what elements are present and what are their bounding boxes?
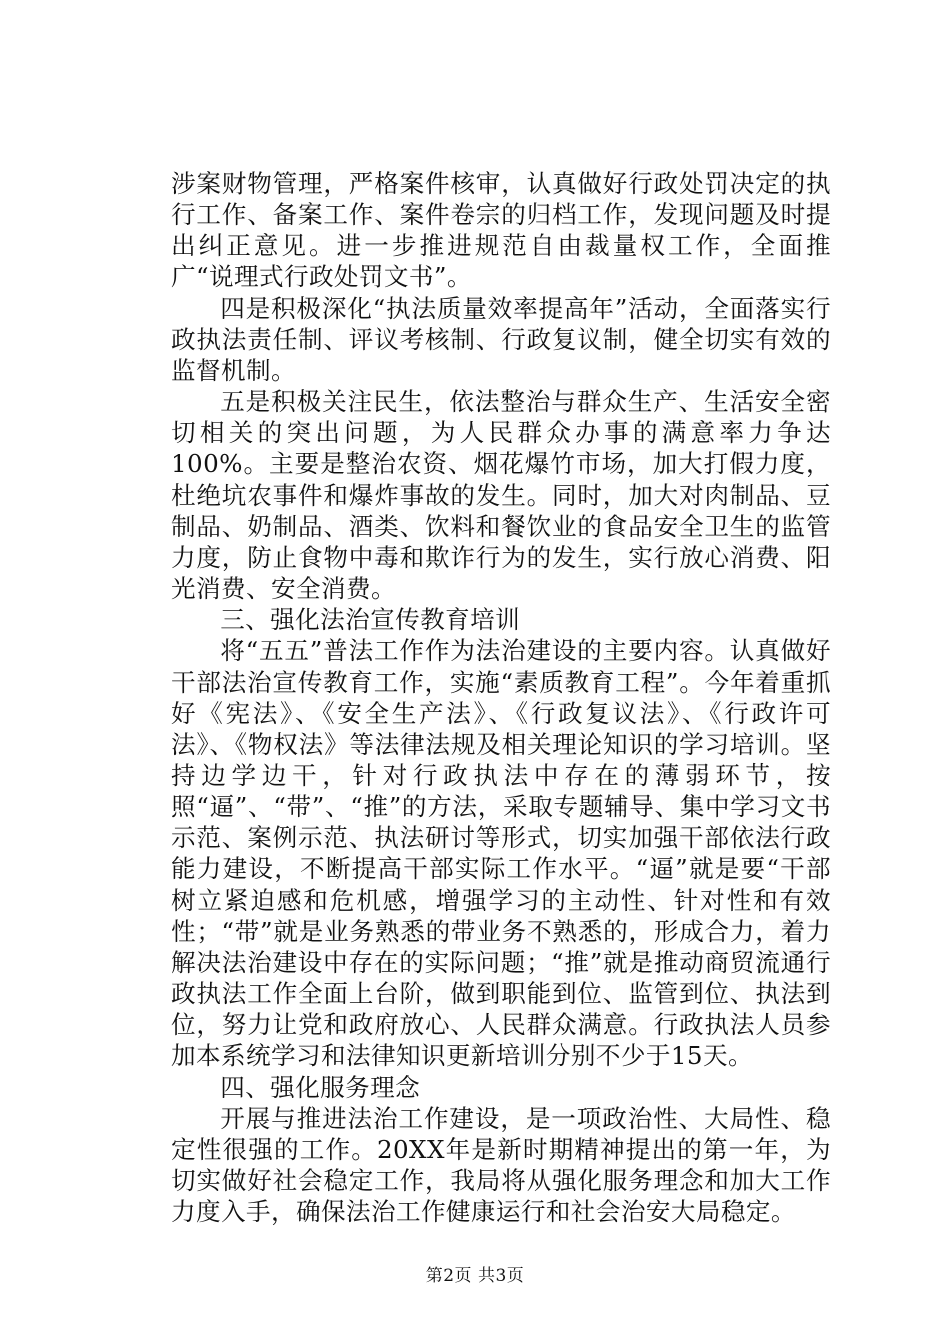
paragraph-item-four: 四是积极深化“执法质量效率提高年”活动，全面落实行政执法责任制、评议考核制、行政复议制，健全切实有效的监督机制。 bbox=[171, 293, 831, 385]
paragraph-service-concept: 开展与推进法治工作建设，是一项政治性、大局性、稳定性很强的工作。20XX年是新时期精神提出的第一年，为切实做好社会稳定工作，我局将从强化服务理念和加大工作力度入手，确保法治工作健康运行和社会治安大局稳定。 bbox=[171, 1103, 831, 1227]
page-footer bbox=[0, 1266, 950, 1286]
section-heading-three: 三、强化法治宣传教育培训 bbox=[220, 605, 521, 635]
paragraph-item-five: 五是积极关注民生，依法整治与群众生产、生活安全密切相关的突出问题，为人民群众办事的满意率力争达100%。主要是整治农资、烟花爆竹市场，加大打假力度，杜绝坑农事件和爆炸事故的发生。同时，加大对肉制品、豆制品、奶制品、酒类、饮料和餐饮业的食品安全卫生的监管力度，防止食物中毒和欺诈行为的发生，实行放心消费、阳光消费、安全消费。 bbox=[171, 387, 831, 604]
page-number-label: 第2页 共3页 bbox=[425, 1266, 525, 1286]
section-heading-four: 四、强化服务理念 bbox=[220, 1072, 421, 1102]
document-body bbox=[171, 168, 831, 1227]
paragraph-legal-education: 将“五五”普法工作作为法治建设的主要内容。认真做好干部法治宣传教育工作，实施“素质教育工程”。今年着重抓好《宪法》、《安全生产法》、《行政复议法》、《行政许可法》、《物权法》等法律法规及相关理论知识的学习培训。坚持边学边干，针对行政执法中存在的薄弱环节，按照“逼”、“带”、“推”的方法，采取专题辅导、集中学习文书示范、案例示范、执法研讨等形式，切实加强干部依法行政能力建设，不断提高干部实际工作水平。“逼”就是要“干部树立紧迫感和危机感，增强学习的主动性、针对性和有效性；“带”就是业务熟悉的带业务不熟悉的，形成合力，着力解决法治建设中存在的实际问题；“推”就是推动商贸流通行政执法工作全面上台阶，做到职能到位、监管到位、执法到位，努力让党和政府放心、人民群众满意。行政执法人员参加本系统学习和法律知识更新培训分别不少于15天。 bbox=[171, 636, 831, 1071]
paragraph-continuation: 涉案财物管理，严格案件核审，认真做好行政处罚决定的执行工作、备案工作、案件卷宗的归档工作，发现问题及时提出纠正意见。进一步推进规范自由裁量权工作，全面推广“说理式行政处罚文书”。 bbox=[171, 169, 831, 292]
